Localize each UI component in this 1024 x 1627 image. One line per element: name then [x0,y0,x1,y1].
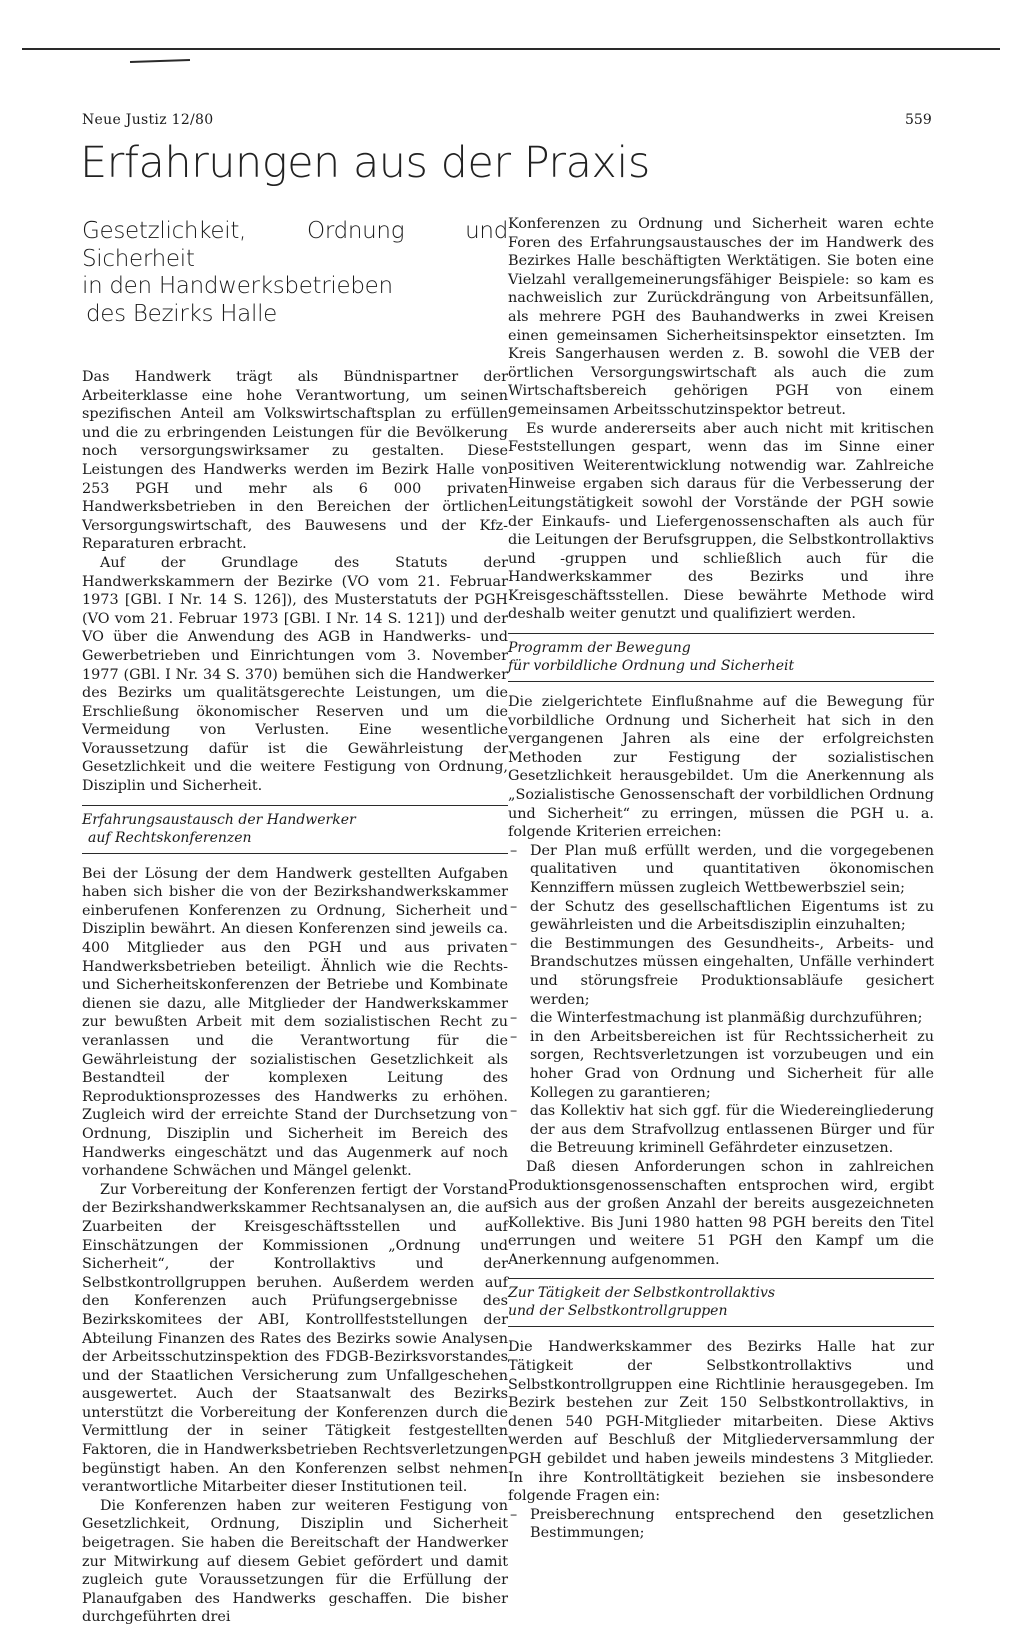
list-item: – die Bestimmungen des Gesundheits-, Arbeits- und Brandschutzes müssen eingehalten, Unfälle verhindert und störungsfreie Produktionsabläufe gesichert werden; [508,935,934,1009]
top-rule [22,48,1000,50]
body-paragraph: Daß diesen Anforderungen schon in zahlreichen Produktionsgenossenschaften entsprochen wird, ergibt sich aus der großen Anzahl der bereits ausgezeichneten Kollektive. Bis Juni 1980 hatten 98 PGH bereits den Titel errungen und weitere 51 PGH den Kampf um die Anerkennung aufgenommen. [508,1158,934,1268]
list-item: – das Kollektiv hat sich ggf. für die Wiedereingliederung der aus dem Strafvollzug entlassenen Bürger und für die Betreuung kriminell Gefährdeter einzusetzen. [508,1102,934,1158]
list-item: – der Schutz des gesellschaftlichen Eigentums ist zu gewährleisten und die Arbeitsdisziplin einzuhalten; [508,898,934,935]
top-rule-accent [130,59,190,63]
article-title-line: in den Handwerksbetrieben [82,273,393,299]
running-head: Neue Justiz 12/80 [82,112,214,128]
intro-paragraph: Auf der Grundlage des Statuts der Handwerkskammern der Bezirke (VO vom 21. Februar 1973 [GBl. I Nr. 14 S. 126]), des Musterstatuts der PGH (VO vom 21. Februar 1973 [GBl. I Nr. 14 S. 121]) und der VO über die Anwendung des AGB in Handwerks- und Gewerbetrieben und Einrichtungen vom 3. November 1977 (GBl. I Nr. 34 S. 370) bemühen sich die Handwerker des Bezirks um qualitätsgerechte Leistungen, um die Erschließung ökonomischer Reserven und um die Vermeidung von Verlusten. Eine wesentliche Voraussetzung dafür ist die Gewährleistung der Gesetzlichkeit und die weitere Festigung von Ordnung, Disziplin und Sicherheit. [82,554,508,795]
subheading-line: Erfahrungsaustausch der Handwerker [82,811,356,828]
list-item: – Der Plan muß erfüllt werden, und die vorgegebenen qualitativen und quantitativen ökonomischen Kennziffern müssen zugleich Wettbewerbsziel sein; [508,842,934,898]
left-column [82,218,508,1627]
criteria-list [508,842,934,1158]
body-paragraph: Bei der Lösung der dem Handwerk gestellten Aufgaben haben sich bisher die von der Bezirkshandwerkskammer einberufenen Konferenzen zu Ordnung, Sicherheit und Disziplin bewährt. An diesen Konferenzen sind jeweils ca. 400 Mitglieder aus den PGH und aus privaten Handwerksbetrieben beteiligt. Ähnlich wie die Rechts- und Sicherheitskonferenzen der Betriebe und Kombinate dienen sie dazu, alle Mitglieder der Handwerkskammer zur bewußten Arbeit mit dem sozialistischen Recht zu veranlassen und die Verantwortung für die Gewährleistung der sozialistischen Gesetzlichkeit als Bestandteil der komplexen Leitung des Reproduktionsprozesses des Handwerks zu erhöhen. Zugleich wird der erreichte Stand der Durchsetzung von Ordnung, Disziplin und Sicherheit im Bereich des Handwerks eingeschätzt und das Augenmerk auf noch vorhandene Schwächen und Mängel gelenkt. [82,865,508,1180]
article-title-line: Gesetzlichkeit, Ordnung und Sicherheit [82,218,508,272]
subheading-programm [508,633,934,682]
list-item: – in den Arbeitsbereichen ist für Rechtssicherheit zu sorgen, Rechtsverletzungen ist vorzubeugen und ein hoher Grad von Ordnung und Sicherheit für alle Kollegen zu garantieren; [508,1028,934,1102]
body-paragraph: Zur Vorbereitung der Konferenzen fertigt der Vorstand der Bezirkshandwerkskammer Rechtsanalysen an, die auf Zuarbeiten der Kreisgeschäftsstellen und auf Einschätzungen der Kommissionen „Ordnung und Sicherheit“, der Kontrollaktivs und der Selbstkontrollgruppen beruhen. Außerdem werden auf den Konferenzen auch Prüfungsergebnisse des Bezirkskomitees der ABI, Kontrollfeststellungen der Abteilung Finanzen des Rates des Bezirks sowie Analysen der Arbeitsschutzinspektion des FDGB-Bezirksvorstandes und der Staatlichen Versicherung zum Unfallgeschehen ausgewertet. Auch der Staatsanwalt des Bezirks unterstützt die Vorbereitung der Konferenzen durch die Vermittlung der in seiner Tätigkeit festgestellten Faktoren, die in Handwerksbetrieben Rechtsverletzungen begünstigt haben. An den Konferenzen selbst nehmen verantwortliche Mitarbeiter dieser Institutionen teil. [82,1181,508,1496]
subheading-line: Programm der Bewegung [508,640,691,657]
questions-list [508,1506,934,1543]
intro-paragraph: Das Handwerk trägt als Bündnispartner der Arbeiterklasse eine hohe Verantwortung, um seinen spezifischen Anteil am Volkswirtschaftsplan zu erfüllen und die zu erbringenden Leistungen für die Bevölkerung noch versorgungswirksamer zu gestalten. Diese Leistungen des Handwerks werden im Bezirk Halle von 253 PGH und mehr als 6 000 privaten Handwerksbetrieben in den Bereichen der örtlichen Versorgungswirtschaft, des Bauwesens und der Kfz-Reparaturen erbracht. [82,369,508,553]
body-paragraph: Die Handwerkskammer des Bezirks Halle hat zur Tätigkeit der Selbstkontrollaktivs und Selbstkontrollgruppen eine Richtlinie herausgegeben. Im Bezirk bestehen zur Zeit 150 Selbstkontrollaktivs, in denen 540 PGH-Mitglieder mitarbeiten. Diese Aktivs werden auf Beschluß der Mitgliederversammlung der PGH gebildet und haben jeweils mindestens 3 Mitglieder. In ihre Kontrolltätigkeit beziehen sie insbesondere folgende Fragen ein: [508,1339,934,1505]
subheading-selbstkontrolle [508,1278,934,1327]
right-column [508,215,934,1543]
subheading-line: für vorbildliche Ordnung und Sicherheit [508,658,795,675]
subheading-line: Zur Tätigkeit der Selbstkontrollaktivs [508,1285,776,1302]
body-paragraph: Die zielgerichtete Einflußnahme auf die Bewegung für vorbildliche Ordnung und Sicherheit hat sich in den vergangenen Jahren als eine der erfolgreichsten Methoden zur Festigung der sozialistischen Gesetzlichkeit herausgebildet. Um die Anerkennung als „Sozialistische Genossenschaft der vorbildlichen Ordnung und Sicherheit“ zu erringen, müssen die PGH u. a. folgende Kriterien erreichen: [508,694,934,841]
page-number: 559 [905,112,932,128]
subheading-erfahrungsaustausch [82,805,508,854]
section-title: Erfahrungen aus der Praxis [80,138,650,188]
body-paragraph: Die Konferenzen haben zur weiteren Festigung von Gesetzlichkeit, Ordnung, Disziplin und Sicherheit beigetragen. Sie haben die Bereitschaft der Handwerker zur Mitwirkung auf diesem Gebiet gefördert und damit zugleich gute Voraussetzungen für die Erfüllung der Planaufgaben des Handwerks geschaffen. Die bisher durchgeführten drei [82,1497,508,1626]
list-item: – Preisberechnung entsprechend den gesetzlichen Bestimmungen; [508,1506,934,1543]
subheading-line: auf Rechtskonferenzen [88,829,252,846]
body-paragraph: Konferenzen zu Ordnung und Sicherheit waren echte Foren des Erfahrungsaustausches der im Handwerk des Bezirkes Halle beschäftigten Werktätigen. Sie boten eine Vielzahl verallgemeinerungsfähiger Beispiele: so kam es nachweislich zur Zurückdrängung von Arbeitsunfällen, als mehrere PGH des Bauhandwerks in zwei Kreisen einen gemeinsamen Sicherheitsinspektor einsetzten. Im Kreis Sangerhausen werden z. B. sowohl die VEB der örtlichen Versorgungswirtschaft als auch die zum Wirtschaftsbereich gehörigen PGH von einem gemeinsamen Arbeitsschutzinspektor betreut. [508,216,934,418]
body-paragraph: Es wurde andererseits aber auch nicht mit kritischen Feststellungen gespart, wenn das im Sinne einer positiven Weiterentwicklung notwendig war. Zahlreiche Hinweise ergaben sich daraus für die Verbesserung der Leitungstätigkeit sowohl der Vorstände der PGH sowie der Einkaufs- und Liefergenossenschaften als auch für die Leitungen der Berufsgruppen, die Selbstkontrollaktivs und -gruppen und schließlich auch für die Handwerkskammer des Bezirks und ihre Kreisgeschäftsstellen. Diese bewährte Methode wird deshalb weiter genutzt und qualifiziert werden. [508,420,934,623]
article-title-line: des Bezirks Halle [86,300,278,327]
subheading-line: und der Selbstkontrollgruppen [508,1303,728,1320]
list-item: – die Winterfestmachung ist planmäßig durchzuführen; [508,1009,934,1028]
article-title [82,218,508,328]
